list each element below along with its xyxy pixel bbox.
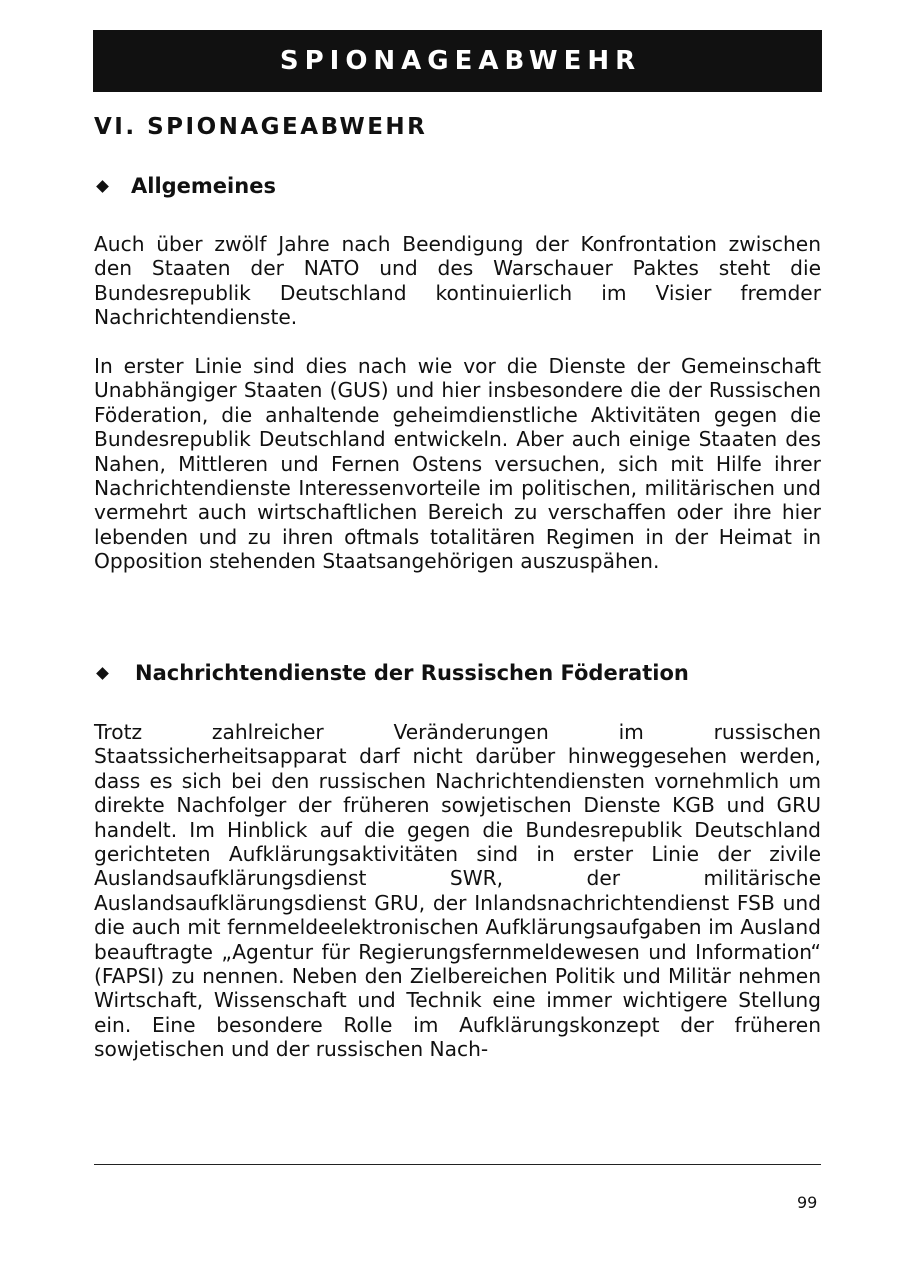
paragraph: Auch über zwölf Jahre nach Beendigung der Konfrontation zwischen den Staaten der NATO und des Warschauer Paktes steht die Bundesrepublik Deutschland kontinuierlich im Visier fremder Nachrichtendienste. (94, 232, 821, 330)
chapter-banner (93, 30, 822, 92)
diamond-bullet-icon (96, 180, 109, 193)
paragraph: In erster Linie sind dies nach wie vor die Dienste der Gemeinschaft Unabhängiger Staaten (GUS) und hier insbesondere die der Russischen Föderation, die anhaltende geheimdienstliche Aktivitäten gegen die Bundesrepublik Deutschland entwickeln. Aber auch einige Staaten des Nahen, Mittleren und Fernen Ostens versuchen, sich mit Hilfe ihrer Nachrichtendienste Interessenvorteile im politischen, militärischen und vermehrt auch wirtschaftlichen Bereich zu verschaffen oder ihre hier lebenden und zu ihren oftmals totalitären Regimen in der Heimat in Opposition stehenden Staatsangehörigen auszuspähen. (94, 354, 821, 574)
paragraph: Trotz zahlreicher Veränderungen im russischen Staatssicherheitsapparat darf nicht darüber hinweggesehen werden, dass es sich bei den russischen Nachrichtendiensten vornehmlich um direkte Nachfolger der früheren sowjetischen Dienste KGB und GRU handelt. Im Hinblick auf die gegen die Bundesrepublik Deutschland gerichteten Aufklärungsaktivitäten sind in erster Linie der zivile Auslandsaufklärungsdienst SWR, der militärische Auslandsaufklärungsdienst GRU, der Inlandsnachrichtendienst FSB und die auch mit fernmeldeelektronischen Aufklärungsaufgaben im Ausland beauftragte „Agentur für Regierungsfernmeldewesen und Information“ (FAPSI) zu nennen. Neben den Zielbereichen Politik und Militär nehmen Wirtschaft, Wissenschaft und Technik eine immer wichtigere Stellung ein. Eine besondere Rolle im Aufklärungskonzept der früheren sowjetischen und der russischen Nach- (94, 720, 821, 1062)
section-heading-russische-dienste (96, 661, 689, 685)
section-heading-label: Allgemeines (131, 174, 276, 198)
section-heading-allgemeines (96, 174, 276, 198)
banner-title: SPIONAGEABWEHR (279, 46, 642, 76)
chapter-title: VI. SPIONAGEABWEHR (94, 114, 428, 140)
diamond-bullet-icon (96, 667, 109, 680)
footer-divider (94, 1164, 821, 1165)
page-number: 99 (797, 1193, 818, 1212)
section-heading-label: Nachrichtendienste der Russischen Föderation (135, 661, 689, 685)
